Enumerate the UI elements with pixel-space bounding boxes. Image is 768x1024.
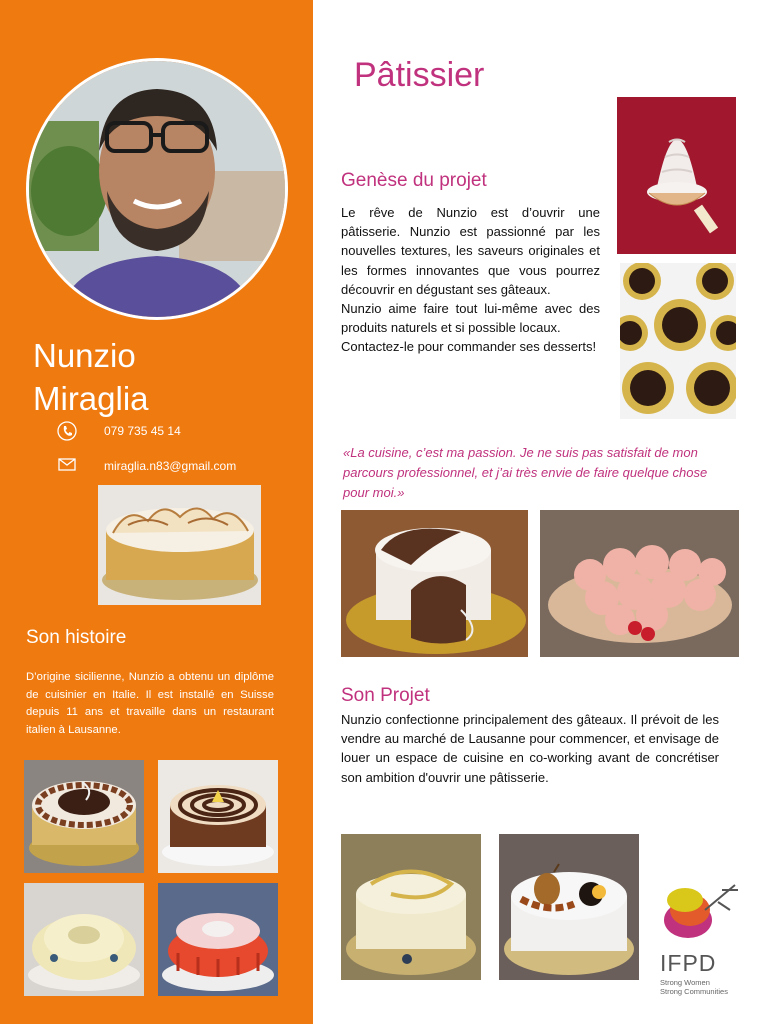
quote-text: «La cuisine, c’est ma passion. Je ne suis pas satisfait de mon parcours professionnel, et j’ai très envie de faire quelque chose pour moi.» (343, 445, 708, 500)
projet-title: Son Projet (341, 685, 430, 706)
chocolate-mousse-cake-photo (341, 510, 528, 657)
history-title: Son histoire (26, 627, 127, 648)
ifpd-logo-mark (660, 880, 740, 940)
envelope-icon (52, 455, 82, 475)
phone-icon (52, 420, 82, 440)
chocolate-cups-photo (620, 263, 736, 419)
logo-tagline-1: Strong Women (660, 978, 710, 987)
last-name: Miraglia (33, 380, 149, 417)
chocolate-ring-cake-photo (24, 760, 144, 873)
meringue-cone-dessert-photo (617, 97, 736, 254)
history-text: D’origine sicilienne, Nunzio a obtenu un diplôme de cuisinier en Italie. Il est installé en Suisse depuis 11 ans et travaille dans un restaurant italien à Lausanne. (26, 671, 274, 736)
genese-text (341, 203, 600, 357)
pink-sphere-cake-photo (540, 510, 739, 657)
email-address[interactable]: miraglia.n83@gmail.com (104, 459, 237, 473)
genese-paragraph-1: Le rêve de Nunzio est d’ouvrir une pâtisserie. Nunzio est passionné par les nouvelles textures, les saveurs originales et les formes innovantes que vous pourrez découvrir en dégustant ses gâteaux. (341, 205, 600, 297)
logo-tagline (660, 978, 728, 996)
person-name (33, 334, 149, 420)
lemon-meringue-tart-photo (98, 485, 261, 605)
phone-number[interactable]: 079 735 45 14 (104, 424, 181, 438)
genese-paragraph-3: Contactez-le pour commander ses desserts! (341, 339, 597, 355)
portrait-photo (26, 58, 288, 320)
logo-tagline-2: Strong Communities (660, 987, 728, 996)
white-ring-cake-photo (24, 883, 144, 996)
red-dome-cake-photo (158, 883, 278, 996)
spiral-chocolate-cake-photo (158, 760, 278, 873)
projet-text: Nunzio confectionne principalement des gâteaux. Il prévoit de les vendre au marché de Lausanne pour commencer, et envisage de louer un espace de cuisine en co-working avant de concrétiser son ambition d'ouvrir une pâtisserie. (341, 712, 719, 785)
genese-title: Genèse du projet (341, 170, 487, 191)
first-name: Nunzio (33, 337, 136, 374)
page-title: Pâtissier (354, 56, 485, 94)
logo-name: IFPD (660, 950, 717, 976)
gold-ribbon-cake-photo (341, 834, 481, 980)
genese-paragraph-2: Nunzio aime faire tout lui-même avec des produits naturels et si possible locaux. (341, 301, 600, 336)
pear-chocolate-cake-photo (499, 834, 639, 980)
